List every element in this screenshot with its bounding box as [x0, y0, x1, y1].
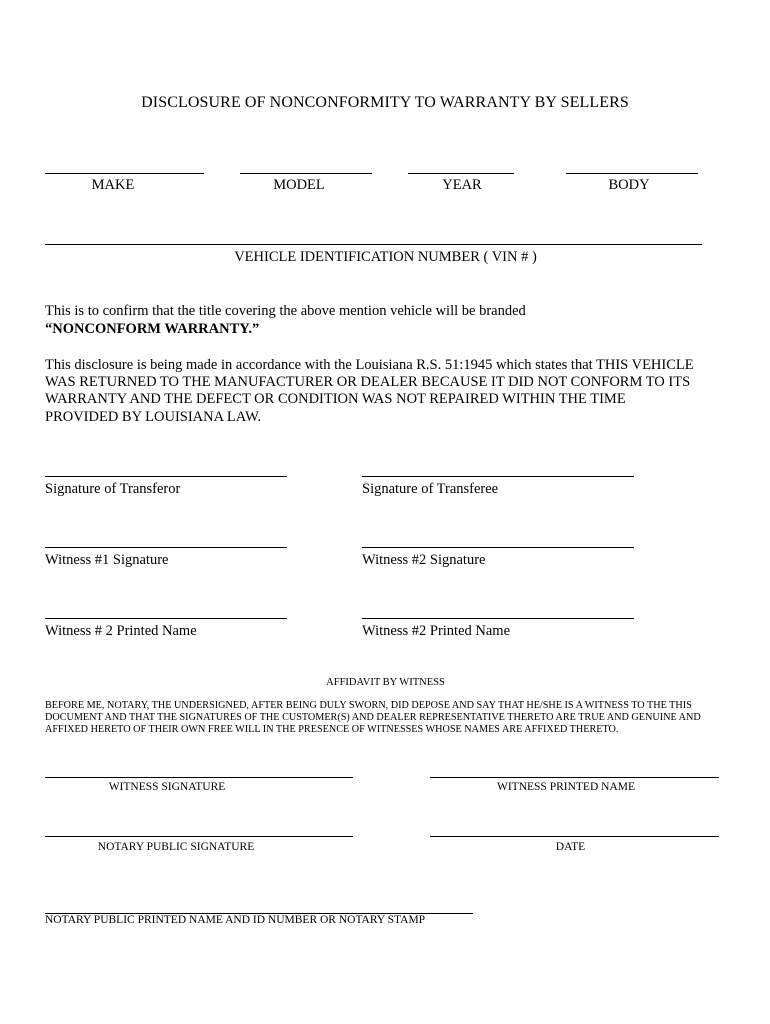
- confirm-text: This is to confirm that the title covering the above mention vehicle will be branded: [45, 303, 526, 319]
- witness2-printed-name-line-left[interactable]: [45, 618, 287, 619]
- witness-signature-label: WITNESS SIGNATURE: [108, 781, 226, 793]
- notary-printed-name-label: NOTARY PUBLIC PRINTED NAME AND ID NUMBER OR NOTARY STAMP: [45, 914, 426, 926]
- witness-printed-name-label: WITNESS PRINTED NAME: [497, 781, 635, 793]
- transferor-label: Signature of Transferor: [45, 481, 181, 497]
- witness2-printed-label-left: Witness # 2 Printed Name: [45, 623, 197, 639]
- confirm-brand: “NONCONFORM WARRANTY.”: [45, 321, 260, 337]
- disclosure-line-1: This disclosure is being made in accordance with the Louisiana R.S. 51:1945 which states that THIS VEHICLE: [45, 357, 694, 373]
- transferee-label: Signature of Transferee: [362, 481, 499, 497]
- transferee-signature-line[interactable]: [362, 476, 634, 477]
- witness2-printed-name-line-right[interactable]: [362, 618, 634, 619]
- model-label: MODEL: [273, 177, 325, 193]
- witness2-signature-label: Witness #2 Signature: [362, 552, 486, 568]
- affidavit-heading: AFFIDAVIT BY WITNESS: [326, 677, 445, 688]
- notary-signature-line[interactable]: [45, 836, 353, 837]
- witness2-printed-label-right: Witness #2 Printed Name: [362, 623, 511, 639]
- notary-signature-label: NOTARY PUBLIC SIGNATURE: [97, 841, 255, 853]
- disclosure-line-3: WARRANTY AND THE DEFECT OR CONDITION WAS NOT REPAIRED WITHIN THE TIME: [45, 391, 626, 407]
- make-line[interactable]: [45, 173, 204, 174]
- affidavit-line-2: DOCUMENT AND THAT THE SIGNATURES OF THE CUSTOMER(S) AND DEALER REPRESENTATIVE THERETO ARE TRUE AND GENUINE AND: [45, 712, 701, 723]
- date-label: DATE: [555, 841, 586, 853]
- transferor-signature-line[interactable]: [45, 476, 287, 477]
- body-line[interactable]: [566, 173, 698, 174]
- make-label: MAKE: [91, 177, 135, 193]
- witness-printed-name-line[interactable]: [430, 777, 719, 778]
- model-line[interactable]: [240, 173, 372, 174]
- year-label: YEAR: [442, 177, 482, 193]
- disclosure-line-4: PROVIDED BY LOUISIANA LAW.: [45, 409, 262, 425]
- body-label: BODY: [608, 177, 650, 193]
- witness2-signature-line[interactable]: [362, 547, 634, 548]
- date-line[interactable]: [430, 836, 719, 837]
- witness1-signature-label: Witness #1 Signature: [45, 552, 169, 568]
- year-line[interactable]: [408, 173, 514, 174]
- witness-signature-line[interactable]: [45, 777, 353, 778]
- affidavit-line-3: AFFIXED HERETO OF THEIR OWN FREE WILL IN THE PRESENCE OF WITNESSES WHOSE NAMES ARE AFFIXED THERETO.: [45, 724, 619, 735]
- affidavit-line-1: BEFORE ME, NOTARY, THE UNDERSIGNED, AFTER BEING DULY SWORN, DID DEPOSE AND SAY THAT HE/SHE IS A WITNESS TO THE THIS: [45, 700, 692, 711]
- witness1-signature-line[interactable]: [45, 547, 287, 548]
- vin-label: VEHICLE IDENTIFICATION NUMBER ( VIN # ): [234, 249, 537, 265]
- disclosure-line-2: WAS RETURNED TO THE MANUFACTURER OR DEALER BECAUSE IT DID NOT CONFORM TO ITS: [45, 374, 691, 390]
- page-title: DISCLOSURE OF NONCONFORMITY TO WARRANTY BY SELLERS: [141, 94, 629, 111]
- vin-line[interactable]: [45, 244, 702, 245]
